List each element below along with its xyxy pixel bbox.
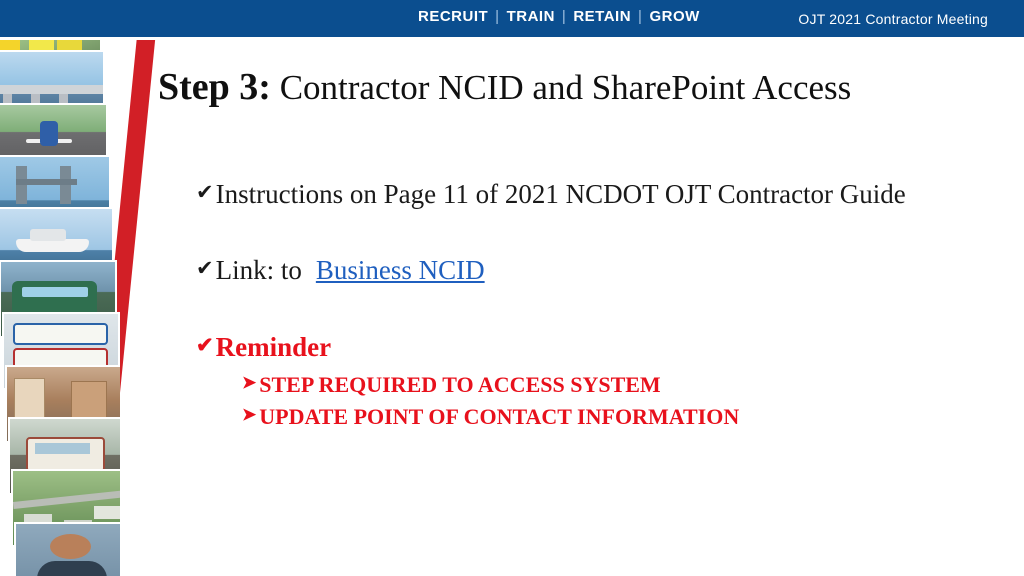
bullet-instructions-text: Instructions on Page 11 of 2021 NCDOT OJT Contractor Guide [215,179,906,209]
photo-strip [0,0,120,576]
list-item [242,369,996,401]
sub-bullet-text: UPDATE POINT OF CONTACT INFORMATION [259,404,740,430]
checkmark-icon: ✔ [196,333,214,357]
title-step-label: Step 3: [158,66,271,108]
header-bar [0,0,1024,40]
header-underline [0,37,1024,40]
arrow-bullet-icon: ➤ [242,405,257,425]
tagline-word-grow: GROW [649,8,700,25]
bullet-reminder-text: Reminder [215,331,332,362]
list-item [242,401,996,433]
bullet-instructions [196,178,996,210]
photo-person-portrait [14,522,120,576]
bullet-link-label: Link: to [215,255,302,286]
sub-bullet-text: STEP REQUIRED TO ACCESS SYSTEM [259,372,661,398]
tagline-separator-3: | [638,8,643,25]
tagline-word-recruit: RECRUIT [418,8,489,25]
brand-tagline [418,8,700,25]
tagline-word-train: TRAIN [506,8,555,25]
checkmark-icon: ✔ [196,257,214,281]
bullet-link [196,254,996,286]
photo-person-portrait-art [16,524,120,576]
tagline-separator-1: | [495,8,500,25]
bullet-reminder [196,331,996,363]
meeting-label: OJT 2021 Contractor Meeting [798,11,988,27]
title-remainder: Contractor NCID and SharePoint Access [270,68,852,107]
tagline-separator-2: | [561,8,567,25]
slide-body [196,178,996,433]
reminder-sub-list [196,369,996,433]
arrow-bullet-icon: ➤ [242,373,257,393]
page-title [158,66,988,110]
tagline-word-retain: RETAIN [573,8,632,25]
checkmark-icon: ✔ [196,181,214,204]
business-ncid-link[interactable]: Business NCID [315,255,485,286]
